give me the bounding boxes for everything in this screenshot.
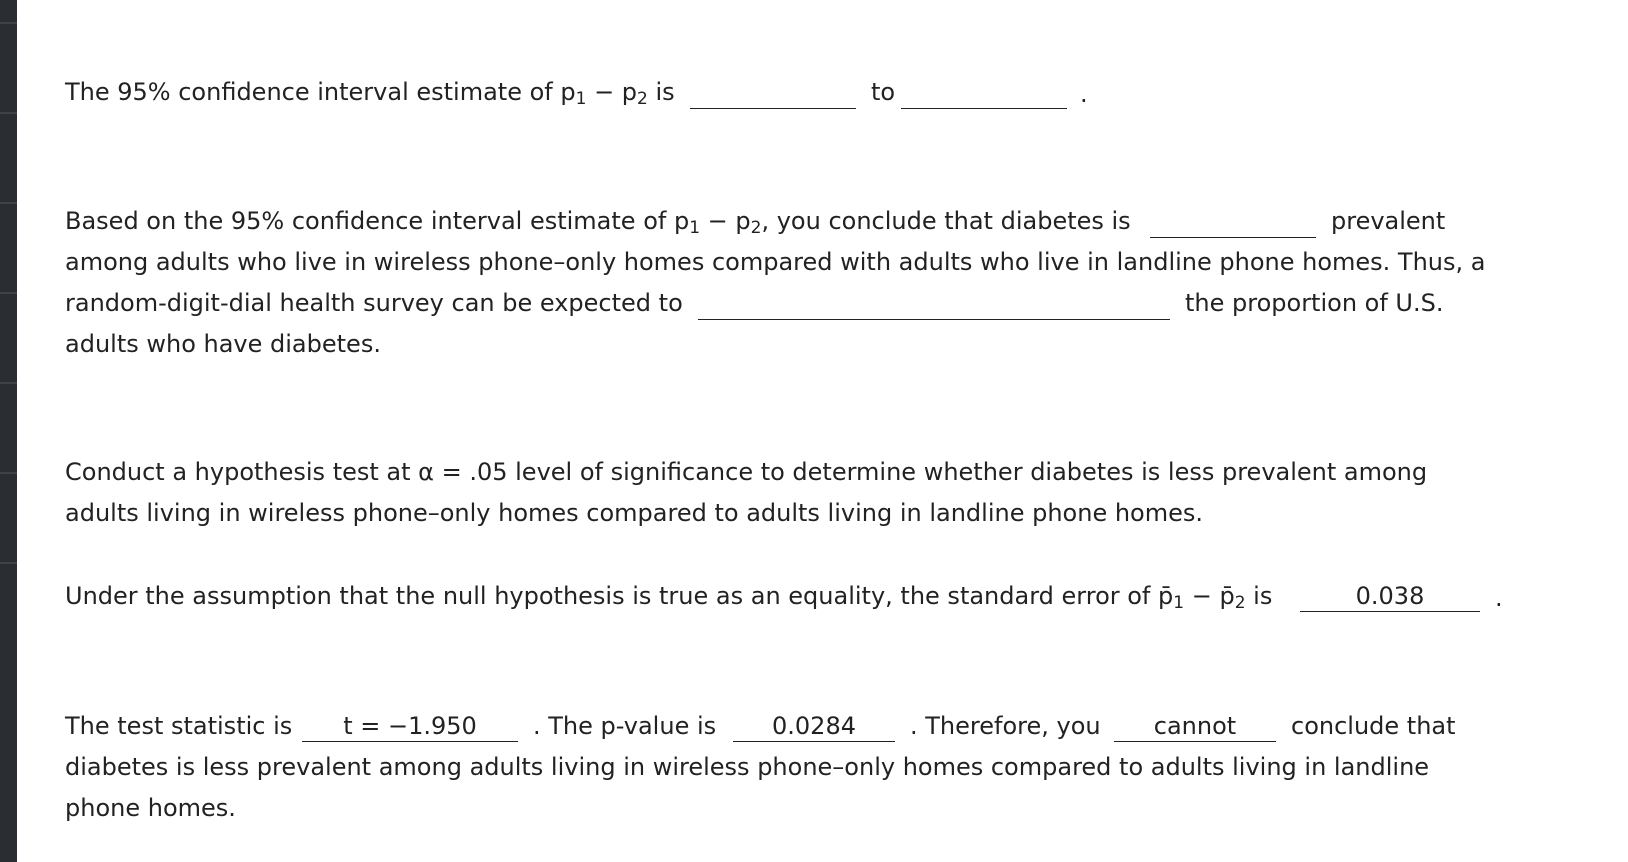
hypothesis-line2: adults living in wireless phone–only homes compared to adults living in landline phone homes. [65, 499, 1204, 527]
pvalue-label: . The p-value is [533, 712, 717, 740]
standard-error-text: Under the assumption that the null hypothesis is true as an equality, the standard error of $p̄_1$ − $p̄_2$ is [65, 582, 1273, 613]
ci-lower-input[interactable] [690, 78, 856, 109]
survey-expectation-dropdown[interactable] [698, 289, 1170, 320]
therefore-label: . Therefore, you [910, 712, 1101, 740]
conclude-label: conclude that [1291, 712, 1456, 740]
sidebar-divider [0, 472, 17, 474]
standard-error-input[interactable]: 0.038 [1300, 581, 1480, 612]
ci-text: The 95% confidence interval estimate of $p_1 - p_2$ is [65, 78, 675, 109]
decision-dropdown[interactable]: cannot [1114, 711, 1276, 742]
sidebar-divider [0, 292, 17, 294]
pvalue-input[interactable]: 0.0284 [733, 711, 895, 742]
sidebar-divider [0, 202, 17, 204]
sidebar-divider [0, 22, 17, 24]
ci-to-label: to [871, 78, 896, 106]
test-line3: phone homes. [65, 794, 236, 822]
standard-error-period: . [1495, 584, 1503, 612]
conclusion-line3: random-digit-dial health survey can be expected to [65, 289, 683, 317]
test-statistic-input[interactable]: t = −1.950 [302, 711, 518, 742]
conclusion-line1: Based on the 95% confidence interval estimate of $p_1 - p_2$, you conclude that diabetes is [65, 207, 1131, 238]
prevalent-label: prevalent [1331, 207, 1446, 235]
left-sidebar-strip [0, 0, 17, 862]
sidebar-divider [0, 382, 17, 384]
sidebar-divider [0, 562, 17, 564]
hypothesis-line1: Conduct a hypothesis test at α = .05 level of significance to determine whether diabetes is less prevalent among [65, 458, 1428, 486]
conclusion-line4: adults who have diabetes. [65, 330, 381, 358]
ci-period: . [1080, 80, 1088, 108]
prevalence-dropdown[interactable] [1150, 207, 1316, 238]
conclusion-line3-end: the proportion of U.S. [1185, 289, 1444, 317]
sidebar-divider [0, 112, 17, 114]
test-statistic-label: The test statistic is [65, 712, 293, 740]
conclusion-line2: among adults who live in wireless phone–only homes compared with adults who live in landline phone homes. Thus, a [65, 248, 1486, 276]
test-line2: diabetes is less prevalent among adults living in wireless phone–only homes compared to adults living in landline [65, 753, 1430, 781]
ci-upper-input[interactable] [901, 78, 1067, 109]
